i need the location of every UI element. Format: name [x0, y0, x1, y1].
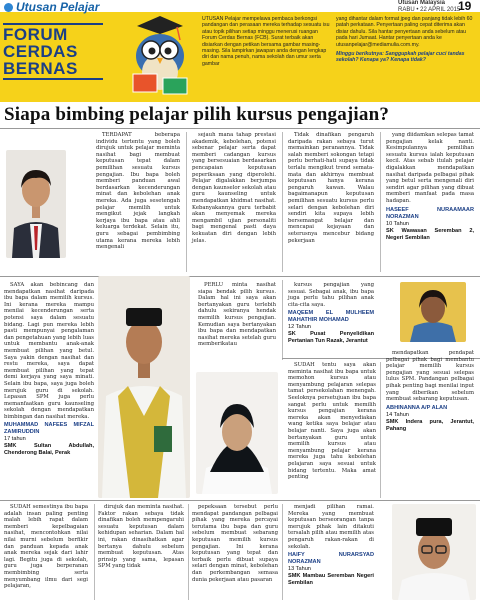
masthead-info [398, 0, 460, 14]
letter-maqeem-col1: PERLU minta nasihat siapa bendak pilih kursus. Dalam hal ini saya akan bertanyakan guru terlebih dahulu sekiranya hendak memilih kursus pengajian. Kemudian saya bertanyakan ibu bapa dan mendapatkan nasihat mereka setelah guru memberikatau [198, 282, 276, 348]
banner-intro-text: yang dihantar dalam format jpeg dan panjang tidak lebih 60 patah perkataan. Penyertaan paling cepat diterima akan disiar dahulu. Sila hantar penyertaan anda sebelum atau pada hari Jumaat. Hantar penyertaan anda ke utusanpelajar@mediamulia.com.my. [336, 16, 473, 48]
forum-title-line: BERNAS [3, 59, 78, 78]
owl-mascot-icon [125, 16, 195, 98]
issue-date: RABU • 22 APRIL 2015 [398, 7, 461, 13]
divider [282, 132, 283, 272]
brand-logo: Utusan Pelajar [4, 0, 99, 14]
letter-haseef-col4: yang diidamkan selepas tamat pengajian kelak nanti. Kesimpulannya pemilihan sesuatu kursus ialah keputusan kecil. Atas sebab itulah pelajar digalakkan mendapatkan nasihat daripada pelbagai pihak yang betul serta mengenali diri sendiri agar pilihan yang dibuat memberi manfaat pada masa hadapan. HASEEF NURAAMAAR NORAZMAN 10 Tahun SK Wawasan Seremban 2, Negeri Sembilan [386, 132, 474, 241]
letter-nafees: SAYA akan bebincang dan mendapatkan nasihat daripada ibu bapa dalam memilih kursus. Ini kerana mereka mampu menilai kecenderungan serta potensi saya dalam sesuatu bidang. Lagi pun mereka lebih pasti mempunyai pengalaman dan pengetahuan yang lebih luas untuk membantu anak-anak membuat pilihan yang betul. Saya yakin dengan nasihat dan restu mereka, saya dapat membuat pilihan yang tepat demi kerjaya yang saya minati. Selain ibu bapa, saya juga boleh merujuk guru di sekolah. Lepasan SPM juga perlu memanfaatkan guru kaunseling sekolah dengan mendapatkan bimbingan dan nasihat mereka. MUHAMMAD NAFEES MIFZAL ZAMIRUDDIN 17 tahun SMK Sultan Abdullah, Chenderong Balai, Perak [4, 282, 94, 457]
student-photo-abhinanna [400, 282, 466, 342]
divider [380, 362, 381, 498]
letter-haseef-col3: Tidak dinafikan pengaruh daripada rakan sebaya turut memainkan peranannya. Tidak salah memberi sokongan tetapi perlu berhati-hati supaya tidak terlalu mengikut trend semata-mata dan akhirnya membuat keputusan hanya kerana pengaruh kawan. Walau bagaimanapun keputusan pemilihan sesuatu kursus perlu selari dengan kebolehan diri sendiri kita supaya lebih bersemangat belajar dan mencapai kejayaan dan seterusnya mencebur bidang pekerjaan [288, 132, 374, 244]
page-number: 19 [458, 0, 472, 13]
student-photo-haseef [6, 150, 66, 258]
author-signature: HASEEF NURAAMAAR NORAZMAN 10 Tahun SK Wawasan Seremban 2, Negeri Sembilan [386, 206, 474, 241]
letter-haseef-col2: sejauh mana tahap prestasi akademik, kebolehan, potensi sebenar pelajar serta dapat memberi cadangan kursus yang bersesuaian berdasarkan pencapaian keputusan peperiksaan yang diperolehi. Pelajar digalakkan berjumpa dengan kaunselor sekolah atau guru kaunseling untuk mendapatkan khidmat nasihat. Kebanyakannya guru terbabit akan menyemak mereka mengambil ujian personaliti bagi mengenal pasti daya kekuatan diri dengan lebih jelas. [192, 132, 276, 244]
banner-intro-left: UTUSAN Pelajar mempelawa pembaca berkongsi pandangan dan perasaan mereka terhadap sesuatu isu atau topik pilihan setiap minggu menerusi ruangan Forum Cerdas Bernas (FCB). Surat terbaik akan disiarkan dengan petikan bersama gambar masing-masing. Sila lampirkan jawapan anda dengan lengkap diri dan nama penuh, nama sekolah dan umur serta gambar [202, 16, 330, 67]
divider [188, 504, 189, 600]
divider [282, 280, 283, 360]
student-photo-nafees [98, 276, 190, 498]
next-week-question: Minggu berikutnya: Sanggupkah pelajar cuci tandas sekolah? Kenapa ya? Kenapa tidak? [336, 51, 465, 64]
forum-title-line: FORUM [3, 25, 68, 44]
author-signature: ABHINANNA A/P ALAN 14 Tahun SMK Indera pura, Jerantut, Pahang [386, 404, 474, 432]
author-signature: MAQEEM EL MULHEEM MAHATHIR MOHAMAD 12 Tahun SK Pusat Penyelidikan Pertanian Tun Razak, Jerantut [288, 310, 374, 345]
letter-haify-col4: menjadi pilihan ramai. Mereka yang membuat keputusan berseorangan tanpa merujuk pihak lain ditakuti tersalah pilih atau memilih atas pengaruh rakan-rakan di sekolah. HAIFY NURARSYAD NORAZMAN 13 Tahun SMK Mambau Seremban Negeri Sembilan [288, 504, 374, 587]
divider [0, 128, 480, 129]
divider [282, 504, 283, 600]
paper-name: Utusan Malaysia [398, 0, 446, 6]
divider [380, 132, 381, 272]
letter-haify-col3: pepeksaan tersebut perlu mendapat pandangan pelbagai pihak yang mereka percayai terutama ibu bapa dan guru sebelum membuat sebarang keputusan memilih kursus pengajian. Ini kerana keputusan yang tepat dan terbaik perlu dibuat supaya selari dengan minat, kebolehan dan perkembangan semasa dunia pekerjaan atau pasaran [192, 504, 278, 583]
student-photo-maqeem [196, 372, 278, 494]
banner-intro-right [336, 16, 474, 64]
letter-maqeem-col2: kursus pengajian yang sesuai. Sebagai anak, ibu bapa juga perlu tahu pilihan anak cita-cita saya. MAQEEM EL MULHEEM MAHATHIR MOHAMAD 12 Tahun SK Pusat Penyelidikan Pertanian Tun Razak, Jerantut [288, 282, 374, 345]
author-signature: HAIFY NURARSYAD NORAZMAN 13 Tahun SMK Mambau Seremban Negeri Sembilan [288, 552, 374, 587]
divider [0, 500, 480, 501]
author-signature: MUHAMMAD NAFEES MIFZAL ZAMIRUDDIN 17 tahun SMK Sultan Abdullah, Chenderong Balai, Perak [4, 422, 94, 457]
student-photo-haify [392, 504, 476, 600]
letter-abhinanna-col2: mendapatkan pendapat pelbagai pihak bagi membantu pelajar memilih kursus pengajian yang sesuai selepas lulus SPM. Pandangan pelbagai pihak penting bagi menilai input yang diberikan sebelum membuat sebarang keputusan. ABHINANNA A/P ALAN 14 Tahun SMK Indera pura, Jerantut, Pahang [386, 350, 474, 432]
article-headline: Siapa bimbing pelajar pilih kursus pengajian? [4, 104, 390, 125]
letter-abhinanna-col1: SUDAH tentu saya akan meminta nasihat ibu bapa untuk memohon kursus atau menyambung pelajaran selepas tamat persekolahan menengah. Seeloknya persetujuan ibu bapa sangat perlu untuk memilih kursus pengajian kerana mereka akan menyediakan wang ketika saya belajar atau belajar nanti. Saya juga akan bertanyakan guru untuk memilih kursus atau menyambung pelajar kerana mereka juga tahu kebolehan pelajaran saya sesuai untuk bidang tertentu. Maka amat penting [288, 362, 376, 481]
forum-title [3, 22, 121, 81]
globe-icon [4, 3, 13, 12]
letter-haseef-col1: TERDAPAT beberapa individu tertentu yang boleh dirujuk untuk pelajar meminta nasihat bagi membuat keputusan tepat dalam pemilihan sesuatu kursus pengajian. Ibu bapa boleh memberi panduan awal berdasarkan kecenderungan minat dan kebolehan anak mereka. Ada juga sesetengah pelajar memilih untuk mengikut jejak langkah kerjaya ibu bapa atau ahli keluarga terdekat. Selain itu, guru sebagai pembimbing utama kerana mereka lebih mengenali [96, 132, 180, 251]
divider [0, 276, 480, 277]
divider [94, 504, 95, 600]
forum-title-line: CERDAS [3, 42, 78, 61]
letter-haify-col2: dirujuk dan meminta nasihat. Faktor rakan sebaya tidak dinafikan boleh mempengaruhi sesuatu keputusan dalam kehidupan seharian. Dalam hal ini, rakan dinasihatkan agar bertanya dahulu sebelum membuat keputusan. Atas prinsip yang sama, lepasan SPM yang tidak [98, 504, 184, 570]
divider [186, 132, 187, 272]
letter-haify-col1: SUDAH semestinya ibu bapa adalah insan paling penting malah lebih rapat dalam memberi kepelbagaian nasihat, mencontohkan nilai nilai murni sebelum berfikir dan panduan kepada anak anak mereka sejak dari lahir lagi. Begitu juga di sekolah, guru juga berperanan membimbing serta menyumbang ilmu dari segi pelajaran, [4, 504, 88, 590]
